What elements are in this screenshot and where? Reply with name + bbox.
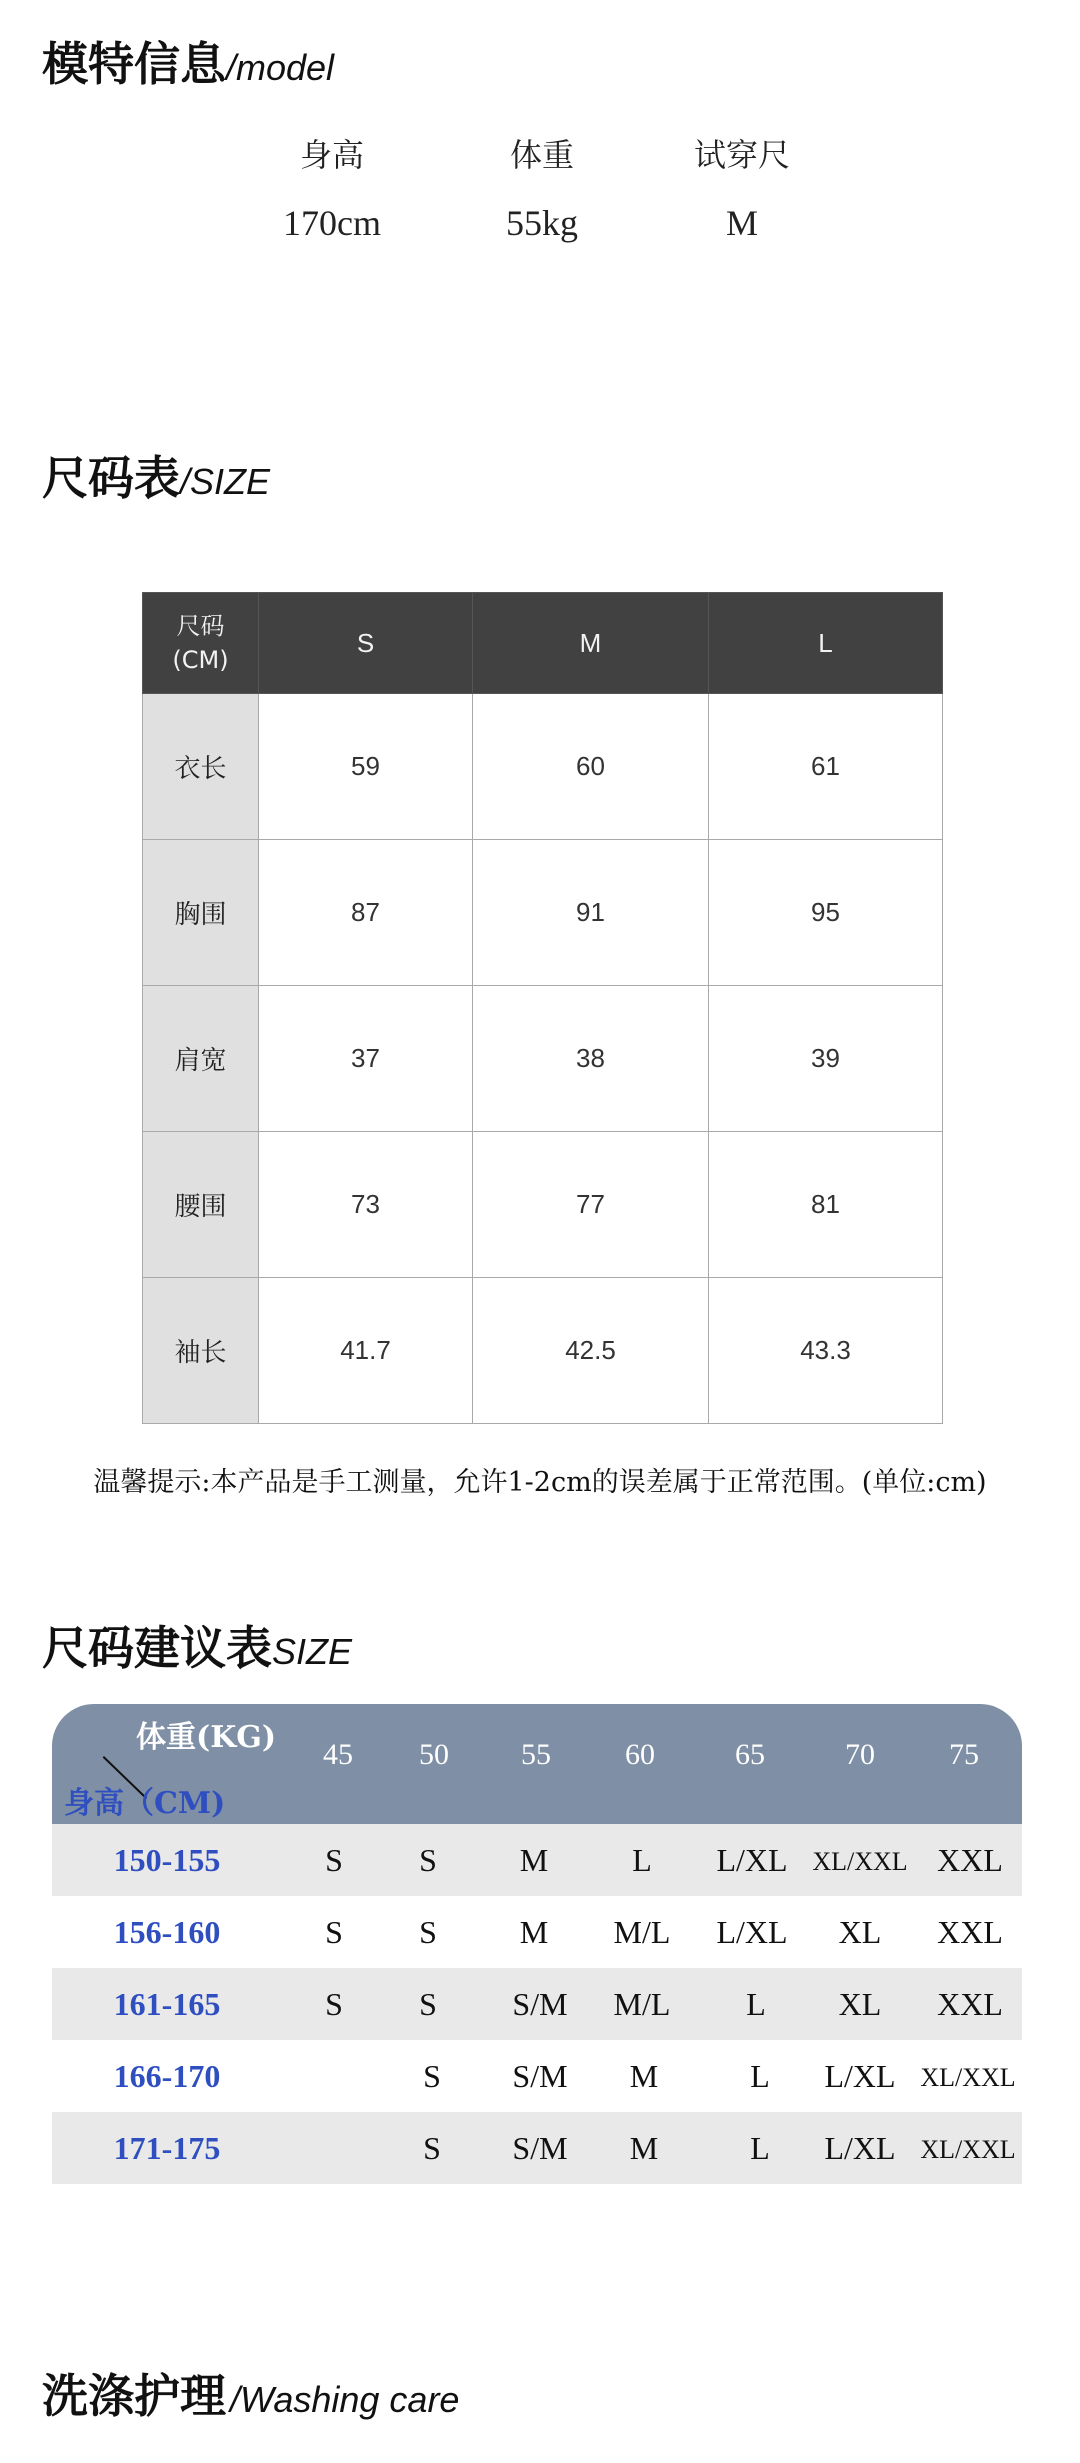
table-cell: 39	[709, 986, 943, 1132]
table-cell: 43.3	[709, 1278, 943, 1424]
size-cell: S/M	[512, 2130, 568, 2166]
row-label-length: 衣长	[143, 694, 259, 840]
size-cell: M/L	[613, 1914, 671, 1950]
size-cell: L/XL	[824, 2130, 896, 2166]
table-row	[143, 1132, 943, 1278]
recommend-title-cn: 尺码建议表	[42, 1621, 272, 1675]
size-corner-cell	[143, 593, 259, 694]
recommend-title-en: SIZE	[272, 1631, 353, 1672]
model-weight-value: 55kg	[506, 203, 578, 243]
recommend-table-header	[52, 1704, 1022, 1824]
table-cell: 60	[473, 694, 709, 840]
size-corner-line1: 尺码	[176, 612, 225, 640]
size-cell: XL	[838, 1914, 882, 1950]
size-cell: M	[519, 1842, 549, 1878]
recommend-row	[52, 1896, 1022, 1968]
washing-title-en: /Washing care	[230, 2379, 460, 2420]
table-cell: 59	[259, 694, 473, 840]
size-cell: L/XL	[716, 1842, 788, 1878]
recommend-row	[52, 1824, 1022, 1896]
size-table	[142, 592, 943, 1424]
table-cell: 81	[709, 1132, 943, 1278]
table-cell: 38	[473, 986, 709, 1132]
size-cell: S	[423, 2130, 441, 2166]
recommend-row	[52, 2040, 1022, 2112]
table-cell: 37	[259, 986, 473, 1132]
size-cell: M	[519, 1914, 549, 1950]
model-size-value: M	[725, 203, 758, 243]
height-range: 156-160	[113, 1914, 221, 1950]
model-height-col	[262, 130, 402, 244]
size-cell: S	[325, 1986, 343, 2022]
table-cell: 77	[473, 1132, 709, 1278]
table-cell: 61	[709, 694, 943, 840]
weight-axis-label: 体重(KG)	[136, 1720, 277, 1755]
height-range: 161-165	[113, 1986, 221, 2022]
weight-header: 65	[735, 1738, 765, 1771]
table-cell: 87	[259, 840, 473, 986]
recommend-row	[52, 1968, 1022, 2040]
height-axis-label: 身高（CM)	[64, 1786, 226, 1821]
weight-header: 70	[845, 1738, 875, 1771]
size-cell: L/XL	[824, 2058, 896, 2094]
row-label-waist: 腰围	[143, 1132, 259, 1278]
size-cell: XXL	[937, 1842, 1003, 1878]
size-cell: XL/XXL	[920, 2135, 1016, 2164]
size-header-s: S	[259, 593, 473, 694]
size-cell: M/L	[613, 1986, 671, 2022]
recommend-row	[52, 2112, 1022, 2184]
model-title-cn: 模特信息	[42, 37, 226, 91]
table-cell: 42.5	[473, 1278, 709, 1424]
model-section-title	[42, 28, 334, 94]
size-cell: XXL	[937, 1914, 1003, 1950]
row-label-sleeve: 袖长	[143, 1278, 259, 1424]
model-weight-label: 体重	[509, 136, 574, 174]
model-title-en: /model	[226, 47, 335, 88]
size-cell: S/M	[512, 2058, 568, 2094]
size-cell: M	[629, 2058, 659, 2094]
size-title-cn: 尺码表	[42, 451, 180, 505]
table-row	[143, 840, 943, 986]
model-size-label: 试穿尺	[693, 136, 790, 174]
size-cell: S	[419, 1914, 437, 1950]
recommend-section-title	[42, 1612, 352, 1678]
size-cell: M	[629, 2130, 659, 2166]
table-row	[143, 1278, 943, 1424]
size-cell: XL/XXL	[812, 1847, 908, 1876]
height-range: 166-170	[113, 2058, 221, 2094]
model-weight-col	[472, 130, 612, 244]
table-cell: 41.7	[259, 1278, 473, 1424]
size-table-header	[143, 593, 943, 694]
recommend-table	[52, 1704, 1022, 2184]
size-cell: L	[746, 1986, 766, 2022]
size-cell: S	[419, 1986, 437, 2022]
size-cell: S	[423, 2058, 441, 2094]
weight-header: 50	[419, 1738, 449, 1771]
size-cell: XL/XXL	[920, 2063, 1016, 2092]
size-cell: S	[325, 1842, 343, 1878]
weight-header: 75	[949, 1738, 979, 1771]
size-cell: L	[750, 2130, 770, 2166]
row-label-shoulder: 肩宽	[143, 986, 259, 1132]
size-cell: S	[325, 1914, 343, 1950]
weight-header: 60	[625, 1738, 655, 1771]
table-row	[143, 694, 943, 840]
size-cell: L/XL	[716, 1914, 788, 1950]
size-cell: L	[750, 2058, 770, 2094]
table-cell: 91	[473, 840, 709, 986]
size-section-title	[42, 442, 270, 508]
size-header-m: M	[473, 593, 709, 694]
size-header-l: L	[709, 593, 943, 694]
weight-header: 45	[323, 1738, 353, 1771]
size-cell: S/M	[512, 1986, 568, 2022]
size-cell: XL	[838, 1986, 882, 2022]
size-cell: XXL	[937, 1986, 1003, 2022]
height-range: 171-175	[113, 2130, 221, 2166]
height-range: 150-155	[113, 1842, 221, 1878]
measurement-tip: 温馨提示:本产品是手工测量，允许1-2cm的误差属于正常范围。(单位:cm)	[93, 1467, 987, 1498]
size-cell: S	[419, 1842, 437, 1878]
table-row	[143, 986, 943, 1132]
table-cell: 73	[259, 1132, 473, 1278]
model-height-value: 170cm	[283, 203, 381, 243]
table-cell: 95	[709, 840, 943, 986]
size-cell: L	[632, 1842, 652, 1878]
washing-title-cn: 洗涤护理	[42, 2369, 226, 2423]
row-label-chest: 胸围	[143, 840, 259, 986]
model-height-label: 身高	[299, 136, 364, 174]
size-title-en: /SIZE	[180, 461, 271, 502]
washing-section-title	[42, 2360, 459, 2426]
weight-header: 55	[521, 1738, 551, 1771]
size-corner-line2: (CM)	[172, 646, 229, 674]
model-size-col	[672, 130, 812, 244]
